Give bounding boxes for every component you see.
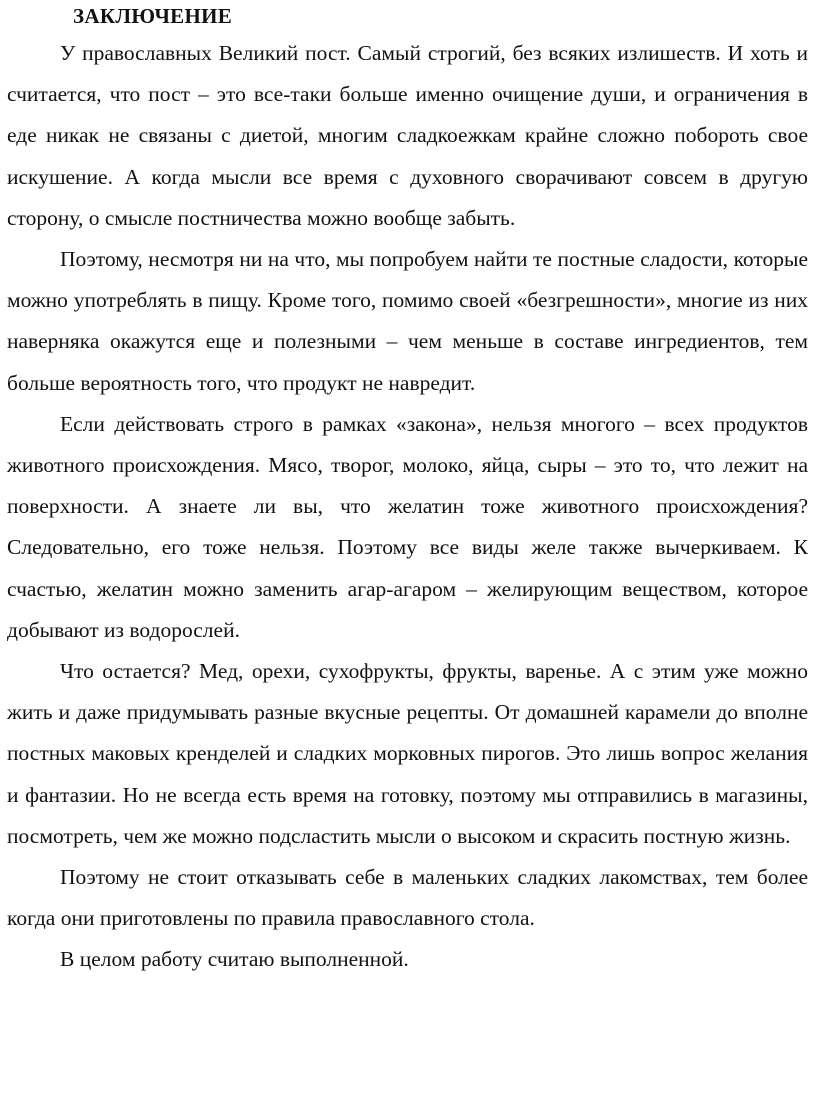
paragraph-advice: Поэтому не стоит отказывать себе в маленьких сладких лакомствах, тем более когда они приготовлены по правила православного стола. [7,865,808,931]
document-heading: ЗАКЛЮЧЕНИЕ [73,4,233,28]
paragraph-conclusion: В целом работу считаю выполненной. [60,947,409,972]
paragraph-search-sweets: Поэтому, несмотря ни на что, мы попробуем найти те постные сладости, которые можно употреблять в пищу. Кроме того, помимо своей «безгрешности», многие из них наверняка окажутся еще и полезными – чем меньше в составе ингредиентов, тем больше вероятность того, что продукт не навредит. [7,247,808,395]
paragraph-restrictions: Если действовать строго в рамках «закона», нельзя многого – всех продуктов животного происхождения. Мясо, творог, молоко, яйца, сыры – это то, что лежит на поверхности. А знаете ли вы, что желатин тоже животного происхождения? Следовательно, его тоже нельзя. Поэтому все виды желе также вычеркиваем. К счастью, желатин можно заменить агар-агаром – желирующим веществом, которое добывают из водорослей. [7,411,808,642]
paragraph-allowed-foods: Что остается? Мед, орехи, сухофрукты, фрукты, варенье. А с этим уже можно жить и даже придумывать разные вкусные рецепты. От домашней карамели до вполне постных маковых кренделей и сладких морковных пирогов. Это лишь вопрос желания и фантазии. Но не всегда есть время на готовку, поэтому мы отправились в магазины, посмотреть, чем же можно подсластить мысли о высоком и скрасить постную жизнь. [7,659,808,848]
paragraph-intro: У православных Великий пост. Самый строгий, без всяких излишеств. И хоть и считается, что пост – это все-таки больше именно очищение души, и ограничения в еде никак не связаны с диетой, многим сладкоежкам крайне сложно побороть свое искушение. А когда мысли все время с духовного сворачивают совсем в другую сторону, о смысле постничества можно вообще забыть. [7,41,808,230]
